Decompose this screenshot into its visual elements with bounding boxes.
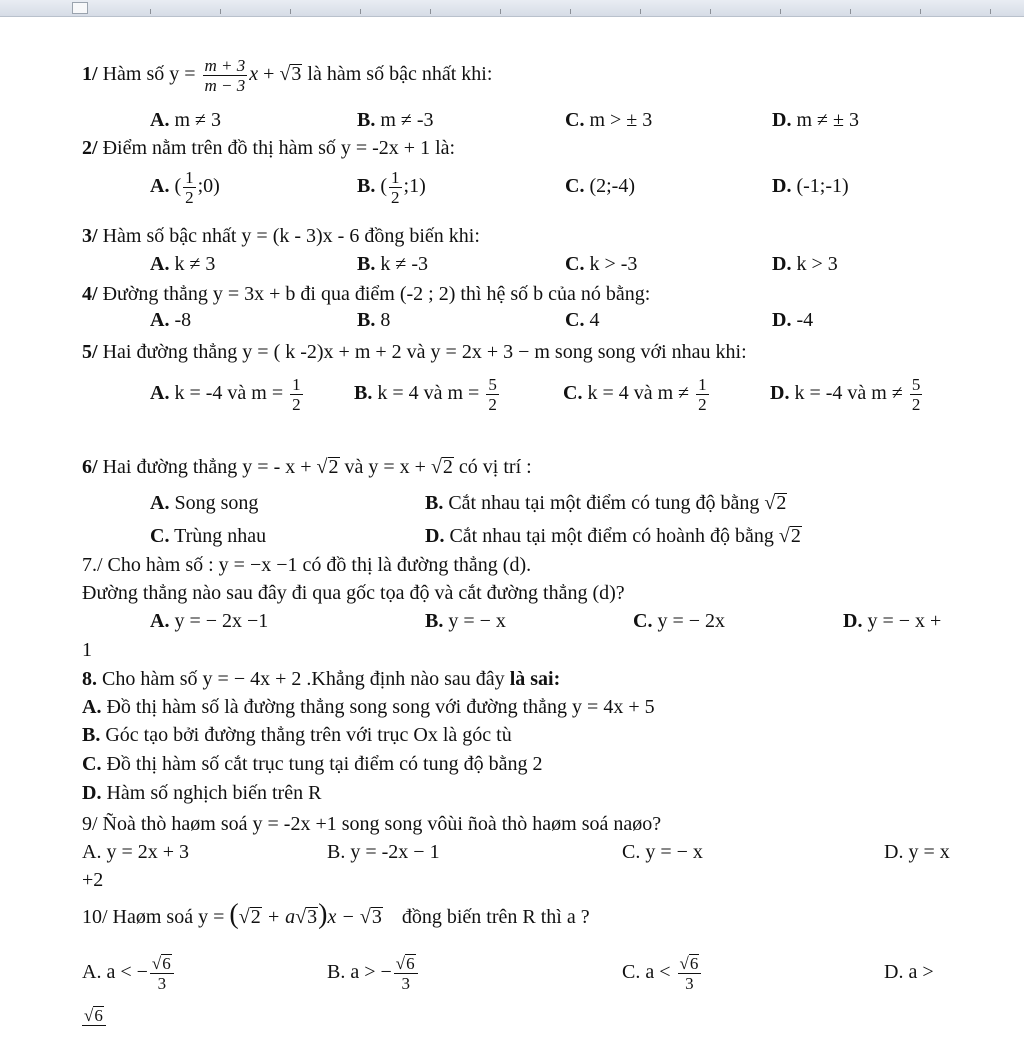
root-sign: √ — [295, 906, 307, 928]
option-text: ;0) — [197, 175, 220, 197]
ruler-tick — [710, 9, 711, 14]
q7-stem-line2: Đường thẳng nào sau đây đi qua gốc tọa độ và cắt đường thẳng (d)? — [82, 582, 625, 604]
option-label: D. — [843, 610, 863, 632]
q7-option-d[interactable] — [843, 609, 941, 633]
q7-option-d-wrap: 1 — [82, 639, 92, 661]
q2-stem — [82, 136, 455, 160]
q10-text: 10/ Haøm soá y = — [82, 906, 225, 928]
option-text: y = x — [908, 841, 950, 863]
option-label: B. — [425, 492, 444, 514]
option-label: D. — [82, 782, 102, 804]
option-text: k ≠ -3 — [380, 253, 428, 275]
option-text: m ≠ 3 — [174, 109, 221, 131]
option-text: a > − — [350, 961, 392, 983]
frac-den: 3 — [401, 973, 410, 993]
option-label: C. — [565, 175, 585, 197]
option-radicand: 2 — [776, 492, 787, 514]
option-label: C. — [150, 525, 170, 547]
ruler-tick — [850, 9, 851, 14]
q8-text-bold: là sai: — [509, 668, 561, 690]
q3-number: 3/ — [82, 225, 98, 247]
root-sign: √ — [238, 906, 250, 928]
q10-radicand-1: 2 — [250, 906, 261, 928]
q5-option-a[interactable] — [150, 370, 305, 416]
option-text: k > -3 — [589, 253, 638, 275]
root-sign: √ — [679, 953, 689, 973]
q3-option-a[interactable] — [150, 252, 215, 276]
option-label: C. — [633, 610, 653, 632]
q1-option-c[interactable] — [565, 108, 652, 132]
option-label: D. — [772, 309, 792, 331]
q8-option-c[interactable] — [82, 752, 542, 776]
option-text: 4 — [589, 309, 600, 331]
q5-option-b[interactable] — [354, 370, 501, 416]
q8-stem — [82, 667, 560, 691]
q2-option-a[interactable] — [150, 166, 220, 207]
q1-fraction — [203, 56, 248, 95]
frac-radicand: 6 — [162, 953, 171, 973]
option-text: k = 4 và m ≠ — [587, 382, 690, 404]
root-sign: √ — [430, 456, 442, 478]
option-fraction — [150, 954, 174, 993]
q6-option-b[interactable] — [425, 491, 787, 515]
q7-option-a[interactable] — [150, 609, 268, 633]
root-sign: √ — [395, 953, 406, 973]
q9-option-b[interactable] — [327, 840, 440, 864]
option-label: A. — [82, 696, 102, 718]
q2-number: 2/ — [82, 137, 98, 159]
frac-radicand: 6 — [406, 953, 415, 973]
option-text: k ≠ 3 — [174, 253, 216, 275]
frac-num — [678, 954, 702, 974]
option-text: ( — [380, 175, 388, 197]
option-text: ( — [174, 175, 182, 197]
q10-option-d-wrap — [82, 1006, 106, 1053]
option-text: (-1;-1) — [796, 175, 849, 197]
q4-option-a[interactable] — [150, 308, 191, 332]
q6-stem — [82, 455, 532, 479]
q10-option-a[interactable] — [82, 945, 176, 999]
q2-option-c[interactable] — [565, 174, 635, 198]
q1-option-d[interactable] — [772, 108, 859, 132]
frac-den: 2 — [698, 394, 707, 414]
q3-option-d[interactable] — [772, 252, 838, 276]
option-text: Đồ thị hàm số cắt trục tung tại điểm có tung độ bằng 2 — [106, 753, 543, 775]
option-fraction — [678, 954, 702, 993]
frac-den: 3 — [685, 973, 694, 993]
option-label: D. — [884, 841, 904, 863]
q8-option-b[interactable] — [82, 723, 512, 747]
ruler-tick — [150, 9, 151, 14]
q10-radicand-3: 3 — [371, 906, 382, 928]
option-fraction — [290, 375, 303, 414]
q4-text: Đường thẳng y = 3x + b đi qua điểm (-2 ; 2) thì hệ số b của nó bằng: — [102, 283, 651, 305]
q1-stem — [82, 55, 492, 95]
option-label: C. — [565, 309, 585, 331]
q8-text: Cho hàm số y = − 4x + 2 .Khẳng định nào sau đây — [102, 668, 505, 690]
option-text: Trùng nhau — [174, 525, 267, 547]
option-label: B. — [357, 309, 376, 331]
frac-den: 2 — [185, 187, 194, 207]
q3-text: Hàm số bậc nhất y = (k - 3)x - 6 đồng biến khi: — [102, 225, 480, 247]
option-text: 8 — [380, 309, 391, 331]
option-text: m ≠ ± 3 — [796, 109, 859, 131]
ruler-tick — [290, 9, 291, 14]
q3-option-b[interactable] — [357, 252, 428, 276]
q6-option-d[interactable] — [425, 524, 802, 548]
q1-var: x — [249, 63, 259, 85]
option-label: A. — [82, 841, 102, 863]
q8-option-d[interactable] — [82, 781, 321, 805]
option-label: C. — [565, 109, 585, 131]
q2-text: Điểm nằm trên đồ thị hàm số y = -2x + 1 là: — [102, 137, 456, 159]
q1-root-sign: √ — [279, 63, 291, 85]
ruler-indent-marker[interactable] — [72, 2, 88, 14]
ruler-tick — [920, 9, 921, 14]
option-text: (2;-4) — [589, 175, 635, 197]
frac-radicand: 6 — [94, 1006, 103, 1025]
option-radicand: 2 — [790, 525, 801, 547]
q4-option-c[interactable] — [565, 308, 599, 332]
option-label: C. — [563, 382, 583, 404]
q3-stem — [82, 224, 480, 248]
option-label: D. — [425, 525, 445, 547]
q7-option-c[interactable] — [633, 609, 725, 633]
q6-text-mid: và y = x + — [344, 456, 426, 478]
frac-num: 5 — [488, 374, 497, 394]
q9-option-d[interactable] — [884, 840, 950, 864]
ruler-tick — [640, 9, 641, 14]
q9-option-c[interactable] — [622, 840, 703, 864]
q1-plus: + — [263, 63, 275, 85]
option-label: A. — [150, 492, 170, 514]
option-fraction — [82, 1006, 106, 1045]
q6-number: 6/ — [82, 456, 98, 478]
frac-den: 2 — [391, 187, 400, 207]
frac-num: 1 — [391, 167, 400, 187]
q7-stem-line1: 7./ Cho hàm số : y = −x −1 có đồ thị là đường thẳng (d). — [82, 554, 532, 576]
q1-frac-den: m − 3 — [204, 75, 246, 95]
q7-option-b[interactable] — [425, 609, 506, 633]
q10-text-mid: + a — [266, 906, 296, 928]
option-label: C. — [565, 253, 585, 275]
frac-num: 1 — [698, 374, 707, 394]
q1-option-b[interactable] — [357, 108, 434, 132]
q6-text-post: có vị trí : — [458, 456, 532, 478]
option-label: D. — [772, 109, 792, 131]
q5-stem — [82, 340, 747, 364]
ruler-tick — [360, 9, 361, 14]
option-text: Cắt nhau tại một điểm có tung độ bằng — [448, 492, 760, 514]
option-label: A. — [150, 610, 170, 632]
option-text: a > — [908, 961, 934, 983]
q1-radicand: 3 — [291, 63, 302, 85]
option-label: A. — [150, 309, 170, 331]
root-sign: √ — [316, 456, 328, 478]
option-text: y = − x — [448, 610, 506, 632]
option-text: y = − 2x — [657, 610, 726, 632]
option-label: B. — [327, 961, 346, 983]
ruler-tick — [500, 9, 501, 14]
q2-option-b[interactable] — [357, 166, 426, 207]
q4-stem — [82, 282, 650, 306]
frac-den: 2 — [911, 394, 921, 414]
frac-num — [150, 954, 174, 974]
option-label: B. — [327, 841, 346, 863]
option-text: y = − x + — [867, 610, 942, 632]
option-text: -4 — [796, 309, 814, 331]
option-text: k = 4 và m = — [377, 382, 480, 404]
option-text: y = − 2x −1 — [174, 610, 269, 632]
ruler-tick — [220, 9, 221, 14]
q2a-fraction — [183, 168, 196, 207]
option-fraction — [486, 375, 499, 414]
option-text: Cắt nhau tại một điểm có hoành độ bằng — [449, 525, 774, 547]
option-text: m > ± 3 — [589, 109, 653, 131]
option-text: Đồ thị hàm số là đường thẳng song song với đường thẳng y = 4x + 5 — [106, 696, 655, 718]
q8-option-a[interactable] — [82, 695, 655, 719]
q10-stem — [82, 899, 590, 930]
paren-open: ( — [229, 899, 239, 930]
option-text: a < − — [106, 961, 148, 983]
frac-num: 1 — [185, 167, 194, 187]
ruler[interactable] — [0, 0, 1024, 17]
option-label: D. — [772, 175, 792, 197]
root-sign: √ — [84, 1006, 94, 1025]
option-label: D. — [770, 382, 790, 404]
frac-den: 2 — [488, 394, 497, 414]
q10-option-b[interactable] — [327, 945, 420, 999]
q1-frac-num: m + 3 — [204, 55, 246, 75]
option-text: k = -4 và m ≠ — [794, 382, 903, 404]
option-label: B. — [357, 253, 376, 275]
option-text: m ≠ -3 — [380, 109, 434, 131]
option-text: Song song — [174, 492, 259, 514]
paren-close: ) — [318, 899, 328, 930]
q6-radicand-1: 2 — [328, 456, 339, 478]
q5-option-c[interactable] — [563, 370, 711, 416]
option-text: Hàm số nghịch biến trên R — [106, 782, 322, 804]
option-text: -8 — [174, 309, 192, 331]
q9-option-a[interactable] — [82, 840, 189, 864]
option-label: A. — [150, 253, 170, 275]
q4-option-d[interactable] — [772, 308, 813, 332]
q3-option-c[interactable] — [565, 252, 637, 276]
option-text: Góc tạo bởi đường thẳng trên với trục Ox là góc tù — [105, 724, 512, 746]
q10-text-x: x − — [327, 906, 355, 928]
frac-num — [82, 1006, 106, 1026]
option-fraction — [696, 375, 709, 414]
option-text: ;1) — [403, 175, 426, 197]
q1-text-post: là hàm số bậc nhất khi: — [307, 63, 493, 85]
q5-option-d[interactable] — [770, 370, 924, 416]
root-sign: √ — [359, 906, 371, 928]
root-sign: √ — [764, 492, 776, 514]
option-text: k > 3 — [796, 253, 838, 275]
option-label: C. — [622, 961, 641, 983]
option-label: B. — [82, 724, 101, 746]
q6-text: Hai đường thẳng y = - x + — [102, 456, 312, 478]
q10-text-tail: đồng biến trên R thì a ? — [401, 906, 590, 928]
option-label: C. — [82, 753, 102, 775]
q6-radicand-2: 2 — [442, 456, 453, 478]
option-text: y = − x — [645, 841, 703, 863]
frac-num: 1 — [292, 374, 301, 394]
frac-num — [394, 954, 418, 974]
q4-number: 4/ — [82, 283, 98, 305]
option-label: B. — [425, 610, 444, 632]
option-fraction — [394, 954, 418, 993]
ruler-tick — [780, 9, 781, 14]
q10-option-c[interactable] — [622, 945, 703, 999]
option-label: A. — [150, 109, 170, 131]
option-label: B. — [357, 175, 376, 197]
option-label: A. — [150, 382, 170, 404]
ruler-tick — [990, 9, 991, 14]
frac-den: 3 — [157, 973, 167, 993]
option-label: A. — [82, 961, 102, 983]
ruler-tick — [570, 9, 571, 14]
option-text: y = 2x + 3 — [106, 841, 190, 863]
ruler-tick — [430, 9, 431, 14]
frac-num: 5 — [911, 374, 921, 394]
option-label: B. — [357, 109, 376, 131]
q4-option-b[interactable] — [357, 308, 390, 332]
frac-den: 2 — [292, 394, 301, 414]
q5-text: Hai đường thẳng y = ( k -2)x + m + 2 và y = 2x + 3 − m song song với nhau khi: — [102, 341, 747, 363]
option-label: C. — [622, 841, 641, 863]
root-sign: √ — [778, 525, 790, 547]
q9-stem: 9/ Ñoà thò haøm soá y = -2x +1 song song vôùi ñoà thò haøm soá naøo? — [82, 813, 662, 835]
root-sign: √ — [151, 953, 162, 973]
q8-number: 8. — [82, 668, 97, 690]
q6-option-a[interactable] — [150, 491, 258, 515]
q1-option-a[interactable] — [150, 108, 221, 132]
option-text: k = -4 và m = — [174, 382, 284, 404]
q10-radicand-2: 3 — [307, 906, 318, 928]
q6-option-c[interactable] — [150, 524, 266, 548]
q5-number: 5/ — [82, 341, 98, 363]
option-fraction — [910, 375, 923, 414]
q2-option-d[interactable] — [772, 174, 849, 198]
option-label: D. — [772, 253, 792, 275]
q1-text: Hàm số y = — [102, 63, 196, 85]
option-text: a < — [645, 961, 671, 983]
q2b-fraction — [389, 168, 402, 207]
option-label: A. — [150, 175, 170, 197]
frac-radicand: 6 — [689, 953, 699, 973]
q10-option-d[interactable] — [884, 960, 934, 984]
frac-den — [82, 1026, 106, 1045]
option-label: D. — [884, 961, 904, 983]
option-label: B. — [354, 382, 373, 404]
option-text: y = -2x − 1 — [350, 841, 440, 863]
q1-number: 1/ — [82, 63, 98, 85]
q9-option-d-wrap: +2 — [82, 869, 104, 891]
